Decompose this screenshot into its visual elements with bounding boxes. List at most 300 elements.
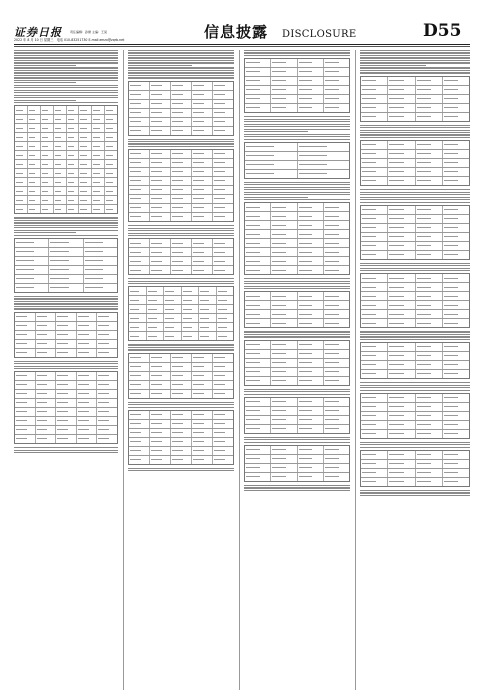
table-row: [361, 159, 469, 168]
table-cell: [361, 451, 388, 459]
table-cell: [213, 429, 233, 437]
table-cell: [361, 460, 388, 468]
text-line: [128, 57, 234, 58]
table-cell: [105, 106, 117, 114]
table-row: [361, 215, 469, 224]
table-cell: [129, 239, 150, 247]
table-cell: [105, 196, 117, 204]
table-cell: [416, 141, 443, 149]
text-line: [360, 62, 470, 63]
table-cell: [361, 403, 388, 411]
data-table: [244, 397, 350, 434]
text-line: [360, 127, 470, 128]
text-line: [360, 137, 470, 138]
table-cell: [416, 469, 443, 477]
table-cell: [171, 372, 192, 380]
table-cell: [129, 447, 150, 455]
table-row: [15, 133, 117, 142]
text-line: [244, 331, 350, 332]
table-cell: [245, 257, 271, 265]
table-cell: [36, 390, 57, 398]
table-row: [129, 447, 233, 456]
table-cell: [97, 372, 117, 380]
table-cell: [388, 251, 415, 259]
text-line: [244, 121, 350, 122]
table-cell: [105, 133, 117, 141]
table-cell: [443, 403, 469, 411]
header-rule-thin: [14, 46, 470, 47]
table-row: [245, 455, 349, 464]
table-cell: [147, 314, 165, 322]
table-row: [361, 352, 469, 361]
table-cell: [129, 159, 150, 167]
text-line: [360, 336, 470, 337]
table-cell: [388, 104, 415, 112]
table-row: [129, 372, 233, 381]
table-cell: [171, 213, 192, 221]
table-cell: [213, 354, 233, 362]
table-cell: [15, 322, 36, 330]
table-cell: [15, 115, 28, 123]
table-cell: [171, 456, 192, 464]
table-row: [129, 420, 233, 429]
text-line: [128, 349, 234, 350]
table-cell: [150, 109, 171, 117]
table-cell: [245, 95, 271, 103]
table-cell: [361, 421, 388, 429]
table-cell: [171, 438, 192, 446]
table-row: [15, 381, 117, 390]
text-line: [244, 439, 350, 440]
table-cell: [129, 296, 147, 304]
table-cell: [443, 150, 469, 158]
table-row: [129, 381, 233, 390]
table-cell: [199, 314, 217, 322]
text-line: [14, 217, 118, 218]
table-cell: [213, 150, 233, 158]
table-cell: [67, 160, 80, 168]
table-cell: [56, 435, 77, 443]
text-line: [244, 139, 350, 140]
table-cell: [150, 204, 171, 212]
table-cell: [164, 296, 182, 304]
table-cell: [129, 213, 150, 221]
table-row: [129, 314, 233, 323]
table-cell: [129, 91, 150, 99]
table-cell: [77, 372, 98, 380]
table-cell: [361, 86, 388, 94]
table-cell: [298, 152, 350, 160]
table-cell: [41, 205, 54, 213]
table-cell: [150, 381, 171, 389]
table-cell: [15, 435, 36, 443]
table-cell: [245, 59, 271, 67]
table-cell: [28, 142, 41, 150]
table-cell: [388, 150, 415, 158]
table-cell: [171, 429, 192, 437]
table-cell: [298, 248, 324, 256]
table-cell: [298, 350, 324, 358]
table-cell: [388, 370, 415, 378]
table-cell: [271, 473, 297, 481]
table-row: [129, 177, 233, 186]
text-line: [360, 189, 470, 190]
table-cell: [150, 100, 171, 108]
text-line: [360, 52, 470, 53]
table-cell: [298, 473, 324, 481]
table-cell: [213, 118, 233, 126]
table-cell: [443, 301, 469, 309]
text-line: [360, 495, 470, 496]
table-cell: [416, 242, 443, 250]
table-cell: [361, 352, 388, 360]
table-cell: [192, 266, 213, 274]
table-row: [361, 168, 469, 177]
table-cell: [213, 248, 233, 256]
table-row: [361, 77, 469, 86]
text-line: [14, 77, 118, 78]
table-row: [245, 473, 349, 481]
text-line: [128, 60, 234, 61]
table-row: [129, 118, 233, 127]
table-cell: [388, 319, 415, 327]
table-cell: [56, 417, 77, 425]
table-cell: [298, 203, 324, 211]
table-row: [245, 86, 349, 95]
text-line: [360, 444, 470, 445]
data-table: [244, 445, 350, 482]
text-line: [128, 146, 234, 147]
table-cell: [324, 86, 349, 94]
table-cell: [271, 68, 297, 76]
table-cell: [129, 372, 150, 380]
table-row: [245, 230, 349, 239]
data-table: [14, 238, 118, 293]
table-cell: [129, 82, 150, 90]
table-cell: [54, 151, 67, 159]
table-cell: [443, 159, 469, 167]
table-cell: [361, 292, 388, 300]
table-cell: [245, 359, 271, 367]
table-row: [245, 319, 349, 327]
table-cell: [217, 296, 234, 304]
text-line: [14, 102, 118, 103]
text-line: [244, 487, 350, 488]
text-line: [14, 235, 118, 236]
table-row: [361, 301, 469, 310]
table-cell: [298, 221, 324, 229]
table-row: [361, 310, 469, 319]
table-cell: [361, 206, 388, 214]
text-line: [244, 189, 350, 190]
table-cell: [15, 196, 28, 204]
table-cell: [361, 274, 388, 282]
table-cell: [213, 447, 233, 455]
text-line: [14, 363, 118, 364]
table-cell: [192, 372, 213, 380]
table-cell: [298, 86, 324, 94]
table-row: [129, 195, 233, 204]
table-cell: [213, 159, 233, 167]
data-table: [360, 450, 470, 487]
table-cell: [129, 266, 150, 274]
table-row: [15, 408, 117, 417]
table-cell: [171, 186, 192, 194]
table-cell: [129, 127, 150, 135]
table-cell: [324, 59, 349, 67]
table-cell: [79, 142, 92, 150]
table-cell: [443, 469, 469, 477]
text-line: [128, 283, 234, 284]
table-cell: [150, 420, 171, 428]
table-cell: [443, 412, 469, 420]
table-cell: [164, 287, 182, 295]
text-line: [14, 62, 118, 63]
table-cell: [245, 368, 271, 376]
table-cell: [67, 205, 80, 213]
table-cell: [388, 274, 415, 282]
table-row: [361, 206, 469, 215]
table-cell: [129, 332, 147, 340]
text-line: [14, 92, 118, 93]
table-row: [361, 95, 469, 104]
table-cell: [324, 230, 349, 238]
table-cell: [199, 332, 217, 340]
data-table: [360, 76, 470, 122]
text-line: [244, 116, 350, 117]
table-cell: [84, 239, 117, 247]
table-cell: [443, 86, 469, 94]
table-cell: [192, 100, 213, 108]
table-cell: [298, 95, 324, 103]
table-cell: [388, 460, 415, 468]
text-line: [14, 308, 118, 309]
table-cell: [361, 394, 388, 402]
table-cell: [245, 239, 271, 247]
table-cell: [15, 313, 36, 321]
table-cell: [324, 248, 349, 256]
table-cell: [443, 421, 469, 429]
text-line: [14, 232, 76, 233]
table-cell: [36, 349, 57, 357]
table-row: [15, 205, 117, 213]
table-cell: [271, 77, 297, 85]
table-cell: [147, 305, 165, 313]
table-cell: [416, 460, 443, 468]
table-cell: [324, 292, 349, 300]
table-cell: [67, 115, 80, 123]
table-cell: [56, 408, 77, 416]
text-line: [14, 361, 118, 362]
table-cell: [245, 464, 271, 472]
table-cell: [171, 118, 192, 126]
table-cell: [388, 177, 415, 185]
table-cell: [443, 319, 469, 327]
text-line: [128, 402, 234, 403]
table-cell: [443, 274, 469, 282]
table-row: [245, 398, 349, 407]
table-cell: [298, 292, 324, 300]
table-cell: [416, 352, 443, 360]
table-cell: [388, 394, 415, 402]
data-table: [128, 286, 234, 341]
text-line: [360, 331, 470, 332]
table-cell: [36, 435, 57, 443]
table-cell: [79, 169, 92, 177]
text-line: [360, 263, 470, 264]
table-cell: [171, 109, 192, 117]
table-cell: [129, 287, 147, 295]
table-cell: [77, 390, 98, 398]
table-row: [129, 323, 233, 332]
table-row: [361, 451, 469, 460]
table-cell: [97, 313, 117, 321]
text-line: [360, 382, 470, 383]
table-cell: [97, 408, 117, 416]
table-cell: [324, 310, 349, 318]
table-cell: [171, 420, 192, 428]
table-cell: [150, 447, 171, 455]
table-cell: [245, 350, 271, 358]
text-line: [244, 389, 350, 390]
table-row: [361, 251, 469, 259]
table-cell: [67, 151, 80, 159]
table-row: [245, 464, 349, 473]
table-row: [361, 224, 469, 233]
table-cell: [271, 407, 297, 415]
table-cell: [271, 230, 297, 238]
table-cell: [150, 354, 171, 362]
table-row: [15, 399, 117, 408]
table-row: [361, 412, 469, 421]
dateline: 2022 年 8 月 10 日 星期三 电话 010-83251730 E-mail:zmzx@zqrb.net: [14, 38, 125, 42]
table-cell: [213, 420, 233, 428]
table-cell: [36, 426, 57, 434]
text-line: [14, 227, 118, 228]
table-cell: [213, 363, 233, 371]
table-cell: [213, 390, 233, 398]
table-row: [129, 91, 233, 100]
table-cell: [150, 213, 171, 221]
table-cell: [164, 323, 182, 331]
table-cell: [213, 411, 233, 419]
text-line: [360, 199, 470, 200]
table-cell: [213, 239, 233, 247]
table-row: [361, 283, 469, 292]
table-cell: [416, 159, 443, 167]
table-cell: [443, 460, 469, 468]
table-cell: [416, 412, 443, 420]
table-cell: [56, 331, 77, 339]
text-line: [244, 199, 350, 200]
table-cell: [171, 257, 192, 265]
table-cell: [41, 124, 54, 132]
table-cell: [171, 363, 192, 371]
table-cell: [77, 408, 98, 416]
table-cell: [245, 407, 271, 415]
table-cell: [298, 446, 324, 454]
table-cell: [443, 370, 469, 378]
table-row: [129, 305, 233, 314]
table-cell: [245, 143, 298, 151]
text-line: [244, 278, 350, 279]
table-cell: [150, 150, 171, 158]
table-cell: [129, 248, 150, 256]
table-row: [129, 332, 233, 340]
table-cell: [171, 248, 192, 256]
data-table: [360, 393, 470, 439]
table-cell: [192, 420, 213, 428]
table-cell: [129, 363, 150, 371]
table-row: [15, 257, 117, 266]
table-cell: [84, 248, 117, 256]
data-table: [244, 58, 350, 113]
table-cell: [361, 141, 388, 149]
text-line: [128, 52, 234, 53]
table-cell: [298, 161, 350, 169]
table-row: [15, 390, 117, 399]
table-cell: [97, 426, 117, 434]
table-cell: [245, 170, 298, 178]
text-line: [360, 265, 470, 266]
table-cell: [245, 161, 298, 169]
text-line: [14, 100, 76, 101]
table-cell: [324, 464, 349, 472]
table-cell: [245, 292, 271, 300]
table-cell: [77, 417, 98, 425]
table-cell: [388, 403, 415, 411]
table-cell: [150, 186, 171, 194]
text-line: [14, 220, 118, 221]
table-cell: [150, 168, 171, 176]
table-cell: [361, 150, 388, 158]
table-cell: [388, 168, 415, 176]
table-cell: [171, 159, 192, 167]
text-line: [14, 301, 118, 302]
table-cell: [15, 275, 49, 283]
table-cell: [361, 478, 388, 486]
table-cell: [388, 242, 415, 250]
table-cell: [97, 331, 117, 339]
table-cell: [271, 350, 297, 358]
table-cell: [36, 372, 57, 380]
table-cell: [15, 248, 49, 256]
text-line: [244, 131, 308, 132]
data-table: [360, 205, 470, 260]
table-cell: [217, 314, 234, 322]
table-cell: [92, 115, 105, 123]
table-cell: [416, 283, 443, 291]
table-row: [361, 292, 469, 301]
table-row: [15, 142, 117, 151]
table-cell: [271, 301, 297, 309]
table-cell: [361, 343, 388, 351]
table-cell: [15, 160, 28, 168]
table-cell: [271, 319, 297, 327]
text-line: [244, 134, 350, 135]
table-cell: [28, 169, 41, 177]
text-line: [360, 55, 470, 56]
table-cell: [361, 370, 388, 378]
table-cell: [361, 233, 388, 241]
table-cell: [129, 109, 150, 117]
table-cell: [105, 169, 117, 177]
table-cell: [150, 438, 171, 446]
table-row: [129, 100, 233, 109]
table-cell: [361, 319, 388, 327]
table-cell: [416, 177, 443, 185]
table-cell: [171, 195, 192, 203]
